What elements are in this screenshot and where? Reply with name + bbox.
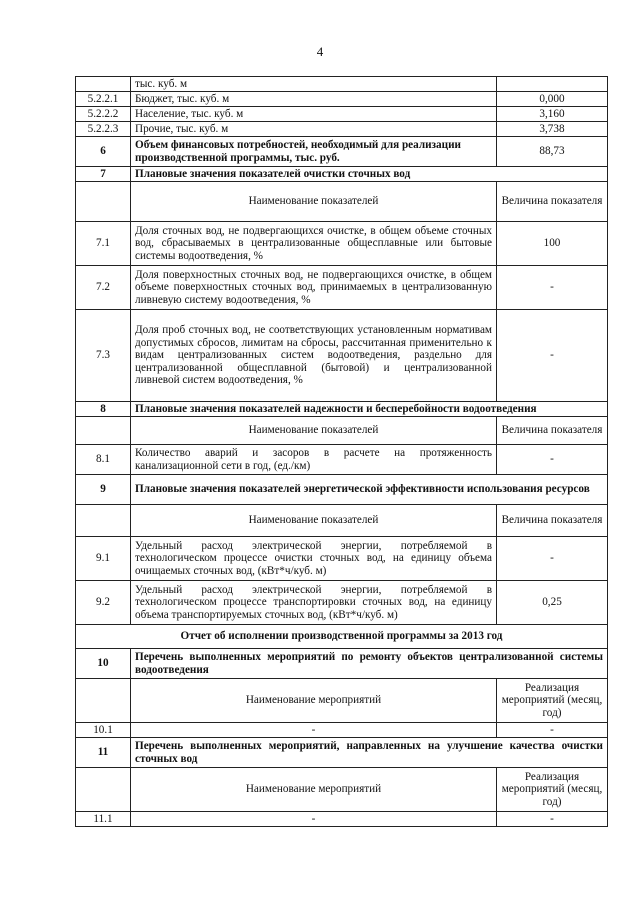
section-title: Перечень выполненных мероприятий по ремонту объектов централизованной системы водоотведения bbox=[131, 649, 608, 679]
row-name: тыс. куб. м bbox=[131, 77, 497, 92]
row-number: 5.2.2.2 bbox=[76, 107, 131, 122]
table-row bbox=[76, 445, 608, 475]
table-row bbox=[76, 581, 608, 625]
row-value: 0,25 bbox=[497, 581, 608, 625]
column-header-value: Величина показателя bbox=[497, 417, 608, 445]
row-number bbox=[76, 77, 131, 92]
report-title: Отчет об исполнении производственной программы за 2013 год bbox=[76, 625, 608, 649]
section-row bbox=[76, 167, 608, 182]
column-header-name: Наименование мероприятий bbox=[131, 679, 497, 723]
column-header-name: Наименование мероприятий bbox=[131, 768, 497, 812]
row-value: 0,000 bbox=[497, 92, 608, 107]
row-value: - bbox=[497, 723, 608, 738]
row-name: - bbox=[131, 812, 497, 827]
column-header-value: Реализация мероприятий (месяц, год) bbox=[497, 679, 608, 723]
column-header-name: Наименование показателей bbox=[131, 505, 497, 537]
row-name: - bbox=[131, 723, 497, 738]
section-row bbox=[76, 402, 608, 417]
table-row bbox=[76, 812, 608, 827]
row-value: 88,73 bbox=[497, 137, 608, 167]
table-row bbox=[76, 222, 608, 266]
section-title: Перечень выполненных мероприятий, направленных на улучшение качества очистки сточных вод bbox=[131, 738, 608, 768]
column-header-value: Величина показателя bbox=[497, 182, 608, 222]
row-name: Объем финансовых потребностей, необходимый для реализации производственной программы, тыс. руб. bbox=[131, 137, 497, 167]
row-value: - bbox=[497, 445, 608, 475]
row-number: 7.1 bbox=[76, 222, 131, 266]
row-name: Доля проб сточных вод, не соответствующих установленным нормативам допустимых сбросов, лимитам на сбросы, рассчитанная применительно к видам централизованных систем водоотведения, раздельно для централизованной общесплавной (бытовой) и централизованной ливневой систем водоотведения, % bbox=[131, 310, 497, 402]
row-number: 9.2 bbox=[76, 581, 131, 625]
program-table bbox=[75, 76, 608, 827]
header-row bbox=[76, 768, 608, 812]
table-row bbox=[76, 723, 608, 738]
section-number: 11 bbox=[76, 738, 131, 768]
row-name: Количество аварий и засоров в расчете на протяженность канализационной сети в год, (ед./км) bbox=[131, 445, 497, 475]
row-value: - bbox=[497, 266, 608, 310]
table-row bbox=[76, 266, 608, 310]
row-value: - bbox=[497, 812, 608, 827]
row-name: Доля сточных вод, не подвергающихся очистке, в общем объеме сточных вод, сбрасываемых в централизованные общесплавные или бытовые системы водоотведения, % bbox=[131, 222, 497, 266]
header-row bbox=[76, 505, 608, 537]
row-number: 9.1 bbox=[76, 537, 131, 581]
page-number: 4 bbox=[316, 44, 324, 59]
section-title: Плановые значения показателей надежности и бесперебойности водоотведения bbox=[131, 402, 608, 417]
row-number: 7.3 bbox=[76, 310, 131, 402]
row-value: - bbox=[497, 310, 608, 402]
row-number: 7.2 bbox=[76, 266, 131, 310]
table-row bbox=[76, 122, 608, 137]
row-name: Удельный расход электрической энергии, потребляемой в технологическом процессе транспортировки сточных вод, на единицу объема транспортируемых сточных вод, (кВт*ч/куб. м) bbox=[131, 581, 497, 625]
table-row bbox=[76, 92, 608, 107]
row-name: Бюджет, тыс. куб. м bbox=[131, 92, 497, 107]
section-title: Плановые значения показателей очистки сточных вод bbox=[131, 167, 608, 182]
table-row bbox=[76, 537, 608, 581]
row-value: 3,160 bbox=[497, 107, 608, 122]
row-name: Доля поверхностных сточных вод, не подвергающихся очистке, в общем объеме поверхностных сточных вод, принимаемых в централизованную ливневую систему водоотведения, % bbox=[131, 266, 497, 310]
row-name: Удельный расход электрической энергии, потребляемой в технологическом процессе очистки сточных вод, на единицу объема очищаемых сточных вод, (кВт*ч/куб. м) bbox=[131, 537, 497, 581]
header-row bbox=[76, 417, 608, 445]
section-row bbox=[76, 738, 608, 768]
row-number: 6 bbox=[76, 137, 131, 167]
column-header-name: Наименование показателей bbox=[131, 182, 497, 222]
row-value: 100 bbox=[497, 222, 608, 266]
row-value: - bbox=[497, 537, 608, 581]
row-number: 11.1 bbox=[76, 812, 131, 827]
row-value: 3,738 bbox=[497, 122, 608, 137]
section-title: Плановые значения показателей энергетической эффективности использования ресурсов bbox=[131, 475, 608, 505]
column-header-name: Наименование показателей bbox=[131, 417, 497, 445]
section-number: 10 bbox=[76, 649, 131, 679]
header-row bbox=[76, 182, 608, 222]
section-number: 8 bbox=[76, 402, 131, 417]
row-value bbox=[497, 77, 608, 92]
header-row bbox=[76, 679, 608, 723]
table-row bbox=[76, 77, 608, 92]
row-number: 5.2.2.1 bbox=[76, 92, 131, 107]
row-number: 5.2.2.3 bbox=[76, 122, 131, 137]
section-number: 9 bbox=[76, 475, 131, 505]
section-number: 7 bbox=[76, 167, 131, 182]
table-row bbox=[76, 310, 608, 402]
row-name: Прочие, тыс. куб. м bbox=[131, 122, 497, 137]
section-row bbox=[76, 475, 608, 505]
row-number: 8.1 bbox=[76, 445, 131, 475]
section-row bbox=[76, 649, 608, 679]
report-title-row bbox=[76, 625, 608, 649]
table-row bbox=[76, 137, 608, 167]
row-name: Население, тыс. куб. м bbox=[131, 107, 497, 122]
row-number: 10.1 bbox=[76, 723, 131, 738]
table-row bbox=[76, 107, 608, 122]
column-header-value: Реализация мероприятий (месяц, год) bbox=[497, 768, 608, 812]
column-header-value: Величина показателя bbox=[497, 505, 608, 537]
